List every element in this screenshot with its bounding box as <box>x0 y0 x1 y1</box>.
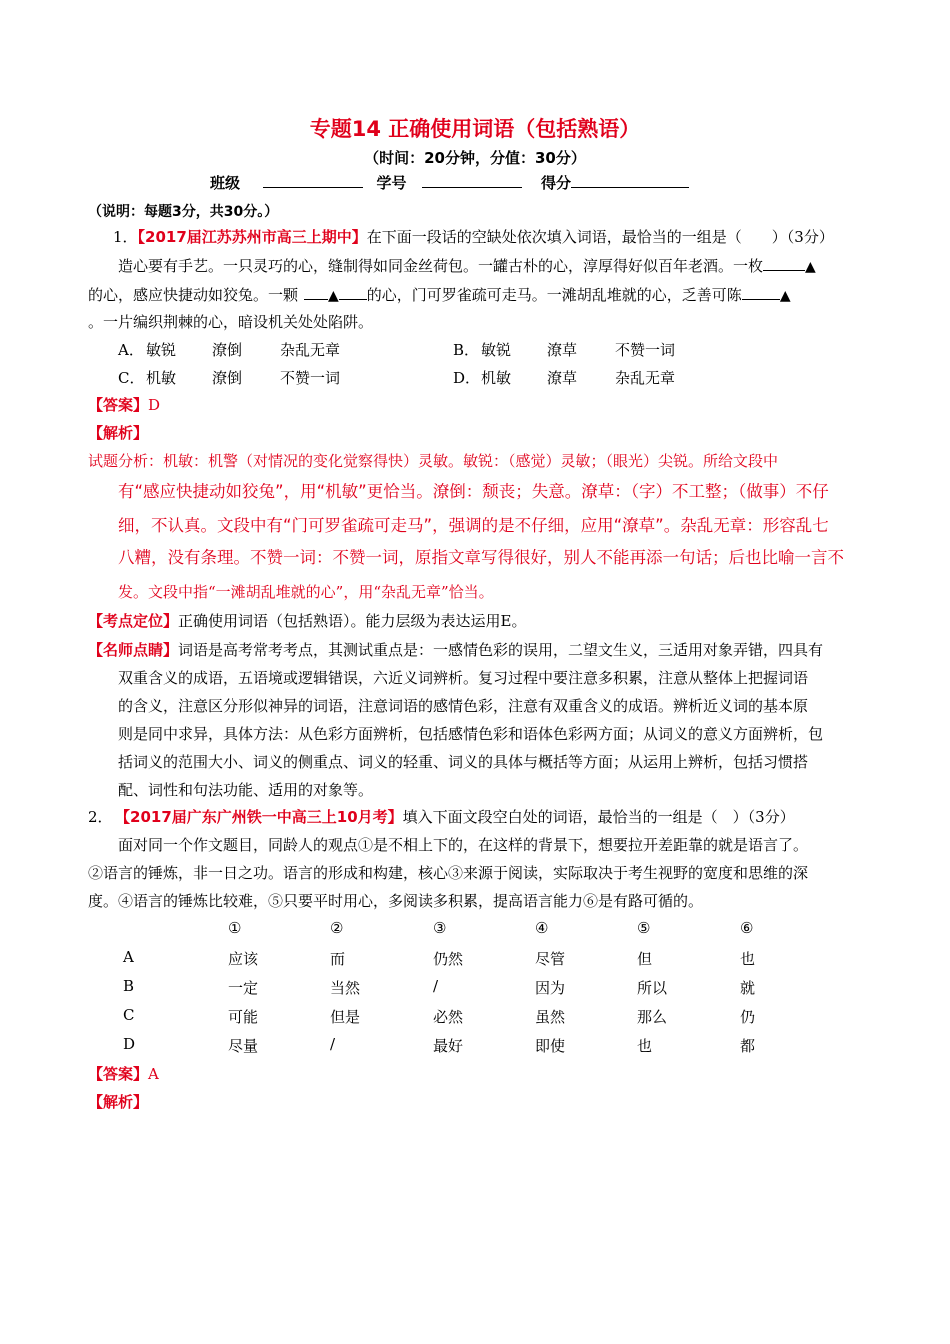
table-cell: 可能 <box>228 1008 259 1026</box>
student-info-line <box>210 172 689 193</box>
table-cell: 即使 <box>535 1037 566 1055</box>
page-title: 专题14 正确使用词语（包括熟语） <box>309 117 641 141</box>
table-cell: 都 <box>740 1037 756 1055</box>
table-cell: 一定 <box>228 979 259 997</box>
q2-stem-line <box>88 807 795 827</box>
q1-mingshi-line-4: 则是同中求异，具体方法：从色彩方面辨析，包括感情色彩和语体色彩两方面；从词义的意义方面辨析，包 <box>118 725 824 743</box>
q1-passage-line-3: 。一片编织荆棘的心，暗设机关处处陷阱。 <box>88 313 374 331</box>
kaodian-label: 【考点定位】 <box>88 612 179 630</box>
q1-option-a <box>118 339 341 360</box>
q1-mingshi-line-1 <box>88 640 823 660</box>
q2-answer <box>88 1064 159 1084</box>
option-word: 潦倒 <box>212 341 243 359</box>
table-cell: 那么 <box>637 1008 668 1026</box>
table-header-cell: ⑥ <box>740 919 754 937</box>
id-label: 学号 <box>376 174 407 192</box>
q1-option-b <box>453 339 676 360</box>
q2-passage-line-2: ②语言的锤炼，非一日之功。语言的形成和构建，核心③来源于阅读，实际取决于考生视野的宽度和思维的深 <box>88 864 809 882</box>
table-row-label: D <box>123 1035 136 1053</box>
table-cell: 尽量 <box>228 1037 259 1055</box>
q2-analysis-label: 【解析】 <box>88 1093 149 1111</box>
class-blank <box>263 173 363 188</box>
answer-label: 【答案】 <box>88 396 149 414</box>
option-word: 不赞一词 <box>280 369 341 387</box>
q1-kaodian <box>88 611 526 631</box>
q1-analysis-label: 【解析】 <box>88 424 149 442</box>
q1-option-c <box>118 367 341 388</box>
option-word: 机敏 <box>146 369 177 387</box>
q1-option-d <box>453 367 676 388</box>
q1-analysis-line-5: 发。文段中指“一滩胡乱堆就的心”，用“杂乱无章”恰当。 <box>118 583 494 601</box>
table-cell: 最好 <box>433 1037 464 1055</box>
q1-blank-1 <box>763 270 805 271</box>
score-label: 得分 <box>540 174 571 192</box>
table-row-label: A <box>123 948 134 966</box>
q2-stem: 填入下面文段空白处的词语，最恰当的一组是（ ）（3分） <box>402 808 795 826</box>
answer-value: A <box>148 1065 159 1083</box>
table-cell: 所以 <box>637 979 668 997</box>
option-label: C． <box>118 369 145 387</box>
q1-passage-text-2a: 的心，感应快捷动如狡兔。一颗 <box>88 286 299 304</box>
q1-passage-line-1 <box>118 256 816 277</box>
option-word: 不赞一词 <box>615 341 676 359</box>
score-blank <box>571 173 689 188</box>
option-word: 敏锐 <box>481 341 512 359</box>
blank-marker: ▲ <box>805 259 816 275</box>
blank-marker: ▲ <box>779 288 791 304</box>
option-word: 潦倒 <box>212 369 243 387</box>
q2-passage-line-1: 面对同一个作文题目，同龄人的观点①是不相上下的，在这样的背景下，想要拉开差距靠的就是语言了。 <box>118 836 809 854</box>
option-word: 杂乱无章 <box>615 369 676 387</box>
q1-mingshi-line-2: 双重含义的成语，五语境或逻辑错误，六近义词辨析。复习过程中要注意多积累，注意从整体上把握词语 <box>118 669 809 687</box>
table-cell: 但 <box>637 950 653 968</box>
table-header-cell: ③ <box>433 919 447 937</box>
option-label: D． <box>453 369 481 387</box>
q1-stem: 在下面一段话的空缺处依次填入词语，最恰当的一组是（ ）（3分） <box>366 228 834 246</box>
q2-source: 【2017届广东广州铁一中高三上10月考】 <box>122 808 403 826</box>
option-label: A． <box>118 341 144 359</box>
q1-analysis-line-1: 试题分析：机敏：机警（对情况的变化觉察得快）灵敏。敏锐：（感觉）灵敏；（眼光）尖锐。所给文段中 <box>88 452 779 470</box>
blank-marker: ▲ <box>328 288 339 304</box>
page-subtitle: （时间：20分钟，分值：30分） <box>364 149 586 167</box>
table-header-cell: ① <box>228 919 242 937</box>
q1-passage-text-1: 造心要有手艺。一只灵巧的心，缝制得如同金丝荷包。一罐古朴的心，淳厚得好似百年老酒。一枚 <box>118 257 764 275</box>
answer-label: 【答案】 <box>88 1065 149 1083</box>
q1-mingshi-line-3: 的含义，注意区分形似神异的词语，注意词语的感情色彩，注意有双重含义的成语。辨析近义词的基本原 <box>118 697 809 715</box>
table-cell: 尽管 <box>535 950 566 968</box>
table-cell: 就 <box>740 979 756 997</box>
table-cell: 仍然 <box>433 950 464 968</box>
q1-blank-2a <box>304 299 328 300</box>
q1-analysis-line-4: 八糟，没有条理。不赞一词：不赞一词，原指文章写得很好，别人不能再添一句话；后也比喻一言不 <box>118 548 844 567</box>
q1-number: 1． <box>113 228 138 246</box>
table-cell: 当然 <box>330 979 361 997</box>
option-word: 敏锐 <box>146 341 177 359</box>
mingshi-text: 词语是高考常考考点，其测试重点是：一感情色彩的误用，二望文生义，三适用对象弄错，四具有 <box>178 641 824 659</box>
mingshi-label: 【名师点睛】 <box>88 641 179 659</box>
table-cell: 也 <box>740 950 756 968</box>
table-header-cell: ② <box>330 919 344 937</box>
q2-number: 2． <box>88 808 113 826</box>
table-row-label: C <box>123 1006 135 1024</box>
q1-source: 【2017届江苏苏州市高三上期中】 <box>137 228 367 246</box>
table-cell: 仍 <box>740 1008 756 1026</box>
table-cell: 而 <box>330 950 346 968</box>
table-cell: 虽然 <box>535 1008 566 1026</box>
q1-passage-text-2b: 的心，门可罗雀疏可走马。一滩胡乱堆就的心，乏善可陈 <box>366 286 742 304</box>
instruction-note: （说明：每题3分，共30分。） <box>88 204 279 220</box>
q1-answer <box>88 395 160 415</box>
q1-mingshi-line-5: 括词义的范围大小、词义的侧重点、词义的轻重、词义的具体与概括等方面；从运用上辨析，包括习惯搭 <box>118 753 809 771</box>
q1-analysis-line-2: 有“感应快捷动如狡兔”，用“机敏”更恰当。潦倒：颓丧；失意。潦草：（字）不工整；（做事）不仔 <box>118 482 829 501</box>
q1-mingshi-line-6: 配、词性和句法功能、适用的对象等。 <box>118 781 374 799</box>
q1-stem-line <box>113 227 834 247</box>
option-word: 杂乱无章 <box>280 341 341 359</box>
q1-analysis-line-3: 细，不认真。文段中有“门可罗雀疏可走马”，强调的是不仔细，应用“潦草”。杂乱无章：形容乱七 <box>118 516 829 535</box>
table-cell: 必然 <box>433 1008 464 1026</box>
q1-passage-line-2 <box>88 285 791 306</box>
q2-passage-line-3: 度。④语言的锤炼比较难，⑤只要平时用心，多阅读多积累，提高语言能力⑥是有路可循的。 <box>88 892 704 910</box>
table-row-label: B <box>123 977 135 995</box>
table-cell: / <box>330 1035 336 1053</box>
table-cell: 因为 <box>535 979 566 997</box>
option-label: B． <box>453 341 480 359</box>
kaodian-text: 正确使用词语（包括熟语）。能力层级为表达运用E。 <box>178 612 527 630</box>
class-label: 班级 <box>210 174 241 192</box>
table-cell: / <box>433 977 439 995</box>
table-cell: 也 <box>637 1037 653 1055</box>
option-word: 机敏 <box>481 369 512 387</box>
option-word: 潦草 <box>547 369 578 387</box>
q1-blank-3 <box>742 299 780 300</box>
q1-blank-2b <box>339 299 367 300</box>
table-cell: 但是 <box>330 1008 361 1026</box>
answer-value: D <box>148 396 161 414</box>
table-header-cell: ⑤ <box>637 919 651 937</box>
table-cell: 应该 <box>228 950 259 968</box>
table-header-cell: ④ <box>535 919 549 937</box>
id-blank <box>422 173 522 188</box>
option-word: 潦草 <box>547 341 578 359</box>
